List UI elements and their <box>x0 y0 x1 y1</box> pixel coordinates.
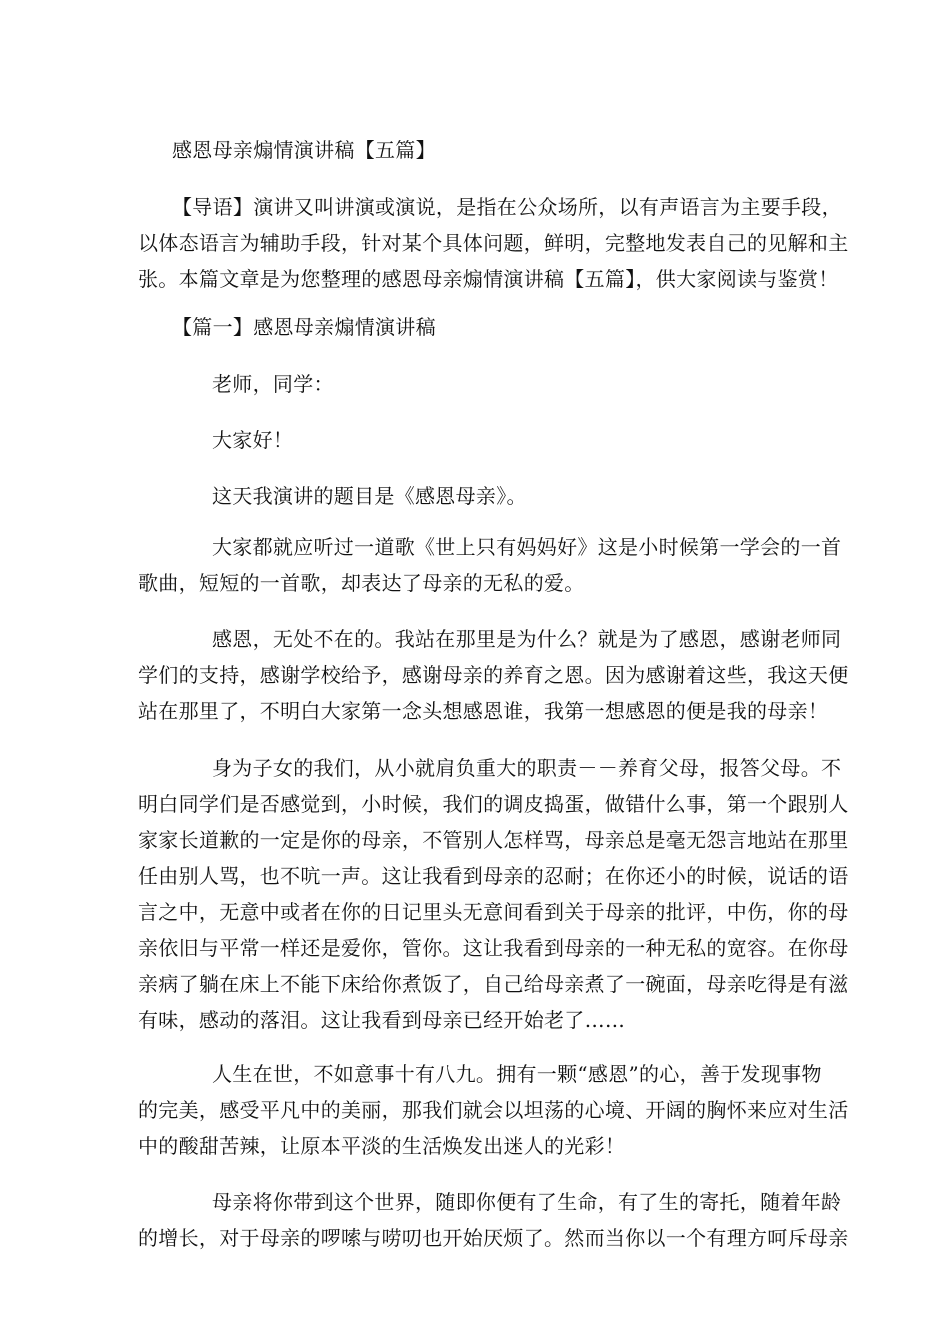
p3-line-2: 明白同学们是否感觉到，小时候，我们的调皮捣蛋，做错什么事，第一个跟别人 <box>138 792 849 816</box>
p3-line-6: 亲依旧与平常一样还是爱你，管你。这让我看到母亲的一种无私的宽容。在你母 <box>138 936 849 960</box>
p4-line-3: 中的酸甜苦辣，让原本平淡的生活焕发出迷人的光彩！ <box>138 1134 626 1158</box>
p3-line-4: 任由别人骂，也不吭一声。这让我看到母亲的忍耐；在你还小的时候，说话的语 <box>138 864 849 888</box>
topic-line: 这天我演讲的题目是《感恩母亲》。 <box>212 484 527 508</box>
p4-line-2: 的完美，感受平凡中的美丽，那我们就会以坦荡的心境、开阔的胸怀来应对生活 <box>138 1098 849 1122</box>
intro-line-2: 以体态语言为辅助手段，针对某个具体问题，鲜明，完整地发表自己的见解和主 <box>138 231 849 255</box>
hello-line: 大家好！ <box>212 428 294 452</box>
p4-line-1: 人生在世，不如意事十有八九。拥有一颗“感恩”的心，善于发现事物 <box>212 1062 822 1086</box>
p3-line-7: 亲病了躺在床上不能下床给你煮饭了，自己给母亲煮了一碗面，母亲吃得是有滋 <box>138 972 849 996</box>
section-heading: 【篇一】感恩母亲煽情演讲稿 <box>172 315 436 339</box>
intro-line-1: 【导语】演讲又叫讲演或演说，是指在公众场所，以有声语言为主要手段， <box>172 195 842 219</box>
document-title: 感恩母亲煽情演讲稿【五篇】 <box>172 138 436 162</box>
p5-line-2: 的增长，对于母亲的啰嗦与唠叨也开始厌烦了。然而当你以一个有理方呵斥母亲 <box>138 1226 849 1250</box>
p2-line-1: 感恩，无处不在的。我站在那里是为什么？就是为了感恩，感谢老师同 <box>212 627 842 651</box>
p3-line-5: 言之中，无意中或者在你的日记里头无意间看到关于母亲的批评，中伤，你的母 <box>138 900 849 924</box>
p2-line-2: 学们的支持，感谢学校给予，感谢母亲的养育之恩。因为感谢着这些，我这天便 <box>138 663 849 687</box>
p5-line-1: 母亲将你带到这个世界，随即你便有了生命，有了生的寄托，随着年龄 <box>212 1190 842 1214</box>
intro-line-3: 张。本篇文章是为您整理的感恩母亲煽情演讲稿【五篇】，供大家阅读与鉴赏！ <box>138 267 839 291</box>
p3-line-1: 身为子女的我们，从小就肩负重大的职责－－养育父母，报答父母。不 <box>212 756 842 780</box>
p2-line-3: 站在那里了，不明白大家第一念头想感恩谁，我第一想感恩的便是我的母亲！ <box>138 699 829 723</box>
greeting: 老师，同学： <box>212 372 334 396</box>
p1-line-1: 大家都就应听过一道歌《世上只有妈妈好》这是小时候第一学会的一首 <box>212 535 842 559</box>
p1-line-2: 歌曲，短短的一首歌，却表达了母亲的无私的爱。 <box>138 571 585 595</box>
p3-line-8: 有味，感动的落泪。这让我看到母亲已经开始老了…… <box>138 1008 626 1032</box>
p3-line-3: 家家长道歉的一定是你的母亲，不管别人怎样骂，母亲总是毫无怨言地站在那里 <box>138 828 849 852</box>
